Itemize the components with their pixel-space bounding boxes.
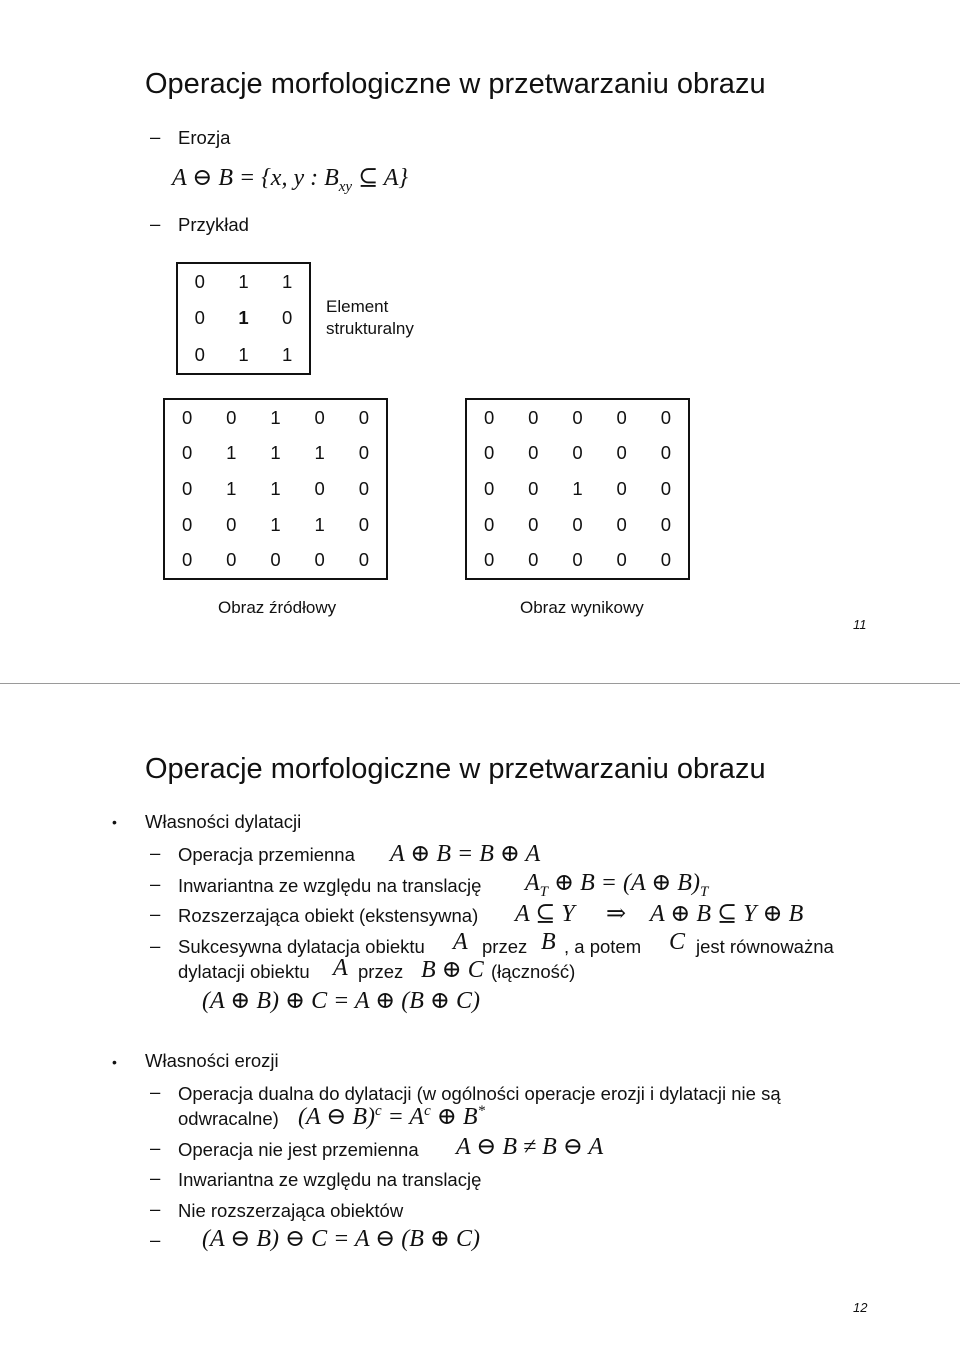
grid-cell: 0 [660,477,672,499]
grid-cell: 1 [270,406,281,428]
grid-cell: 0 [572,442,583,464]
grid-row [467,507,688,543]
successive-text-6: przez [358,961,404,982]
grid-cell: 1 [226,477,237,499]
dual-text-1: Operacja dualna do dylatacji (w ogólności operacje erozji i dylatacji nie są [178,1083,781,1104]
grid-cell: 0 [181,549,193,571]
successive-text-4: jest równoważna [696,936,834,957]
grid-cell: 0 [314,406,325,428]
erosion-formula: A ⊖ B = {x, y : $B_{xy}$ ⊆ A} [172,165,409,195]
struct-label-line2: strukturalny [326,319,414,338]
grid-cell: 0 [616,513,627,535]
grid-row [165,436,386,472]
result-caption: Obraz wynikowy [520,598,644,617]
grid-cell: 0 [660,406,672,428]
dash-marker: – [150,213,161,234]
grid-cell: 0 [483,442,495,464]
translation-invariant-text: Inwariantna ze względu na translację [178,875,482,896]
commutative-formula: A ⊕ B = B ⊕ A [390,841,541,867]
commutative-text: Operacja przemienna [178,844,355,865]
slide-title: Operacje morfologiczne w przetwarzaniu obrazu [145,753,766,785]
symbol-b-oplus-c: B ⊕ C [421,957,484,983]
source-grid-body [165,400,386,578]
grid-cell: 0 [660,549,672,571]
grid-row [178,300,309,336]
page-number: 11 [853,617,867,632]
grid-cell: 0 [358,406,370,428]
translation-formula: $A_T$ ⊕ B = (A ⊕ $B)_T$ [525,870,709,900]
dash-marker: – [150,126,161,147]
grid-cell: 0 [181,406,193,428]
grid-cell: 0 [181,477,193,499]
grid-row [178,337,309,373]
structuring-element-grid [176,262,311,375]
grid-row [467,400,688,436]
grid-cell: 1 [238,307,249,329]
grid-cell: 1 [270,477,281,499]
bullet-marker: • [112,1054,117,1070]
grid-row [467,542,688,578]
grid-cell: 1 [238,271,249,293]
grid-cell: 0 [194,271,205,293]
grid-cell: 1 [270,442,281,464]
slide-12 [0,684,960,1367]
grid-cell: 0 [616,442,627,464]
grid-cell: 0 [616,549,627,571]
dash-marker: – [150,935,161,956]
grid-cell: 0 [572,513,583,535]
grid-cell: 0 [181,513,193,535]
grid-cell: 0 [282,307,293,329]
grid-cell: 0 [226,549,237,571]
successive-text-5: dylatacji obiektu [178,961,310,982]
grid-cell: 0 [358,442,370,464]
non-extensive-text: Nie rozszerzająca obiektów [178,1200,404,1221]
grid-cell: 1 [572,477,583,499]
successive-text-7: (łączność) [491,961,576,982]
grid-cell: 0 [660,442,672,464]
grid-cell: 1 [238,343,249,365]
grid-cell: 0 [194,343,205,365]
implies-arrow: ⇒ [606,901,627,927]
grid-cell: 0 [528,513,539,535]
grid-row [467,436,688,472]
extensive-formula-left: A ⊆ Y [515,901,575,927]
source-caption: Obraz źródłowy [218,598,337,617]
grid-cell: 1 [270,513,281,535]
grid-cell: 0 [358,513,370,535]
grid-cell: 0 [528,477,539,499]
grid-cell: 0 [270,549,281,571]
bullet-marker: • [112,814,117,830]
grid-cell: 0 [358,549,370,571]
successive-text-3: , a potem [564,936,642,957]
page-number: 12 [853,1300,868,1315]
grid-cell: 0 [226,406,237,428]
grid-cell: 0 [528,406,539,428]
dilation-properties-heading: Własności dylatacji [145,811,302,832]
grid-cell: 0 [358,477,370,499]
associativity-formula: (A ⊕ B) ⊕ C = A ⊕ (B ⊕ C) [202,988,480,1014]
grid-cell: 1 [282,271,293,293]
dash-marker: – [150,873,161,894]
grid-row [165,507,386,543]
extensive-formula-right: A ⊕ B ⊆ Y ⊕ B [650,901,804,927]
symbol-c: C [669,929,686,955]
grid-cell: 0 [483,549,495,571]
grid-cell: 0 [483,406,495,428]
grid-row [467,471,688,507]
grid-cell: 0 [181,442,193,464]
grid-cell: 0 [528,549,539,571]
dash-marker: – [150,842,161,863]
successive-text-1: Sukcesywna dylatacja obiektu [178,936,425,957]
dash-marker: – [150,1229,161,1250]
grid-row [165,542,386,578]
erosion-properties-heading: Własności erozji [145,1050,279,1071]
dual-text-2: odwracalne) [178,1108,279,1129]
grid-cell: 0 [572,406,583,428]
erosion-chain-formula: (A ⊖ B) ⊖ C = A ⊖ (B ⊕ C) [202,1226,480,1252]
struct-grid-body [178,264,309,373]
grid-cell: 0 [483,477,495,499]
grid-row [165,400,386,436]
extensive-text: Rozszerzająca obiekt (ekstensywna) [178,905,479,926]
grid-cell: 0 [314,477,325,499]
erosion-item: Erozja [178,127,231,148]
grid-cell: 0 [226,513,237,535]
result-grid-body [467,400,688,578]
dash-marker: – [150,1167,161,1188]
symbol-a2: A [333,955,348,981]
grid-cell: 0 [194,307,205,329]
struct-label-line1: Element [326,297,389,316]
dash-marker: – [150,1137,161,1158]
grid-cell: 0 [616,477,627,499]
grid-cell: 1 [314,442,325,464]
dash-marker: – [150,1081,161,1102]
grid-cell: 1 [226,442,237,464]
successive-text-2: przez [482,936,528,957]
dash-marker: – [150,1198,161,1219]
slide-title: Operacje morfologiczne w przetwarzaniu obrazu [145,68,766,100]
source-image-grid [163,398,388,580]
grid-row [178,264,309,300]
grid-cell: 0 [483,513,495,535]
not-commutative-formula: A ⊖ B ≠ B ⊖ A [456,1134,604,1160]
grid-row [165,471,386,507]
grid-cell: 0 [528,442,539,464]
not-commutative-text: Operacja nie jest przemienna [178,1139,419,1160]
grid-cell: 0 [660,513,672,535]
grid-cell: 0 [572,549,583,571]
symbol-a: A [453,929,468,955]
example-item: Przykład [178,214,249,235]
symbol-b: B [541,929,556,955]
duality-formula: (A ⊖ $B)^c = A^c$ ⊕ B* [298,1103,486,1130]
grid-cell: 1 [314,513,325,535]
result-image-grid [465,398,690,580]
grid-cell: 0 [314,549,325,571]
grid-cell: 1 [282,343,293,365]
erosion-translation-text: Inwariantna ze względu na translację [178,1169,482,1190]
dash-marker: – [150,903,161,924]
grid-cell: 0 [616,406,627,428]
